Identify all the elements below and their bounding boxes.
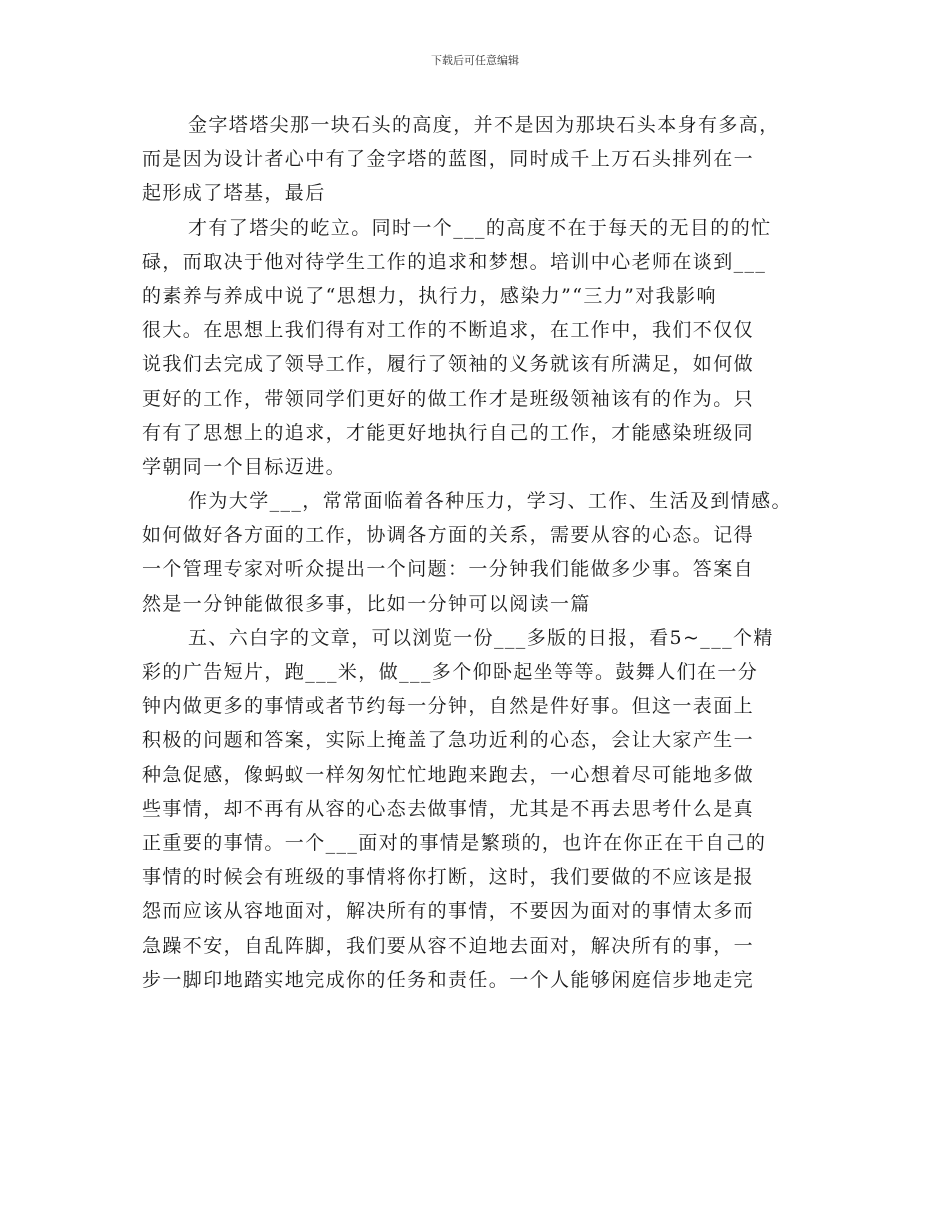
text-line: 些事情，却不再有从容的心态去做事情，尤其是不再去思考什么是真 xyxy=(142,797,755,820)
text-line: 急躁不安，自乱阵脚，我们要从容不迫地去面对，解决所有的事，一 xyxy=(142,934,755,957)
page-header-note: 下载后可任意编辑 xyxy=(431,54,519,67)
text-line: 金字塔塔尖那一块石头的高度，并不是因为那块石头本身有多高， xyxy=(188,114,780,136)
text-line: 碌，而取决于他对待学生工作的追求和梦想。培训中心老师在谈到___ xyxy=(142,250,767,273)
text-line: 步一脚印地踏实地完成你的任务和责任。一个人能够闲庭信步地走完 xyxy=(142,968,755,991)
article-body xyxy=(142,108,814,997)
text-line: 事情的时候会有班级的事情将你打断，这时，我们要做的不应该是报 xyxy=(142,866,755,889)
text-line: 积极的问题和答案，实际上掩盖了急功近利的心态，会让大家产生一 xyxy=(142,729,755,752)
text-line: 有有了思想上的追求，才能更好地执行自己的工作，才能感染班级同 xyxy=(142,421,755,444)
text-line: 才有了塔尖的屹立。同时一个___的高度不在于每天的无目的的忙 xyxy=(188,216,772,239)
text-line: 如何做好各方面的工作，协调各方面的关系，需要从容的心态。记得 xyxy=(142,524,755,547)
text-line: 种急促感，像蚂蚁一样匆匆忙忙地跑来跑去，一心想着尽可能地多做 xyxy=(142,763,755,786)
text-line: 很大。在思想上我们得有对工作的不断追求，在工作中，我们不仅仅 xyxy=(142,319,755,342)
text-line: 一个管理专家对听众提出一个问题：一分钟我们能做多少事。答案自 xyxy=(142,558,755,581)
text-line: 而是因为设计者心中有了金字塔的蓝图，同时成千上万石头排列在一 xyxy=(142,148,755,171)
text-line: 说我们去完成了领导工作，履行了领袖的义务就该有所满足，如何做 xyxy=(142,353,755,376)
text-line: 彩的广告短片，跑___米，做___多个仰卧起坐等等。鼓舞人们在一分 xyxy=(142,661,759,683)
text-line: 然是一分钟能做很多事，比如一分钟可以阅读一篇 xyxy=(142,592,591,615)
text-line: 作为大学___，常常面临着各种压力，学习、工作、生活及到情感。 xyxy=(188,490,792,513)
text-line: 的素养与养成中说了“思想力，执行力，感染力”“三力”对我影响 xyxy=(142,284,717,307)
text-line: 更好的工作，带领同学们更好的做工作才是班级领袖该有的作为。只 xyxy=(142,387,755,410)
text-line: 怨而应该从容地面对，解决所有的事情，不要因为面对的事情太多而 xyxy=(142,900,755,923)
text-line: 五、六白字的文章，可以浏览一份___多版的日报，看5~___个精 xyxy=(188,626,774,649)
text-line: 正重要的事情。一个___面对的事情是繁琐的，也许在你正在干自己的 xyxy=(142,831,767,854)
text-line: 学朝同一个目标迈进。 xyxy=(142,455,347,478)
text-line: 起形成了塔基，最后 xyxy=(142,182,326,205)
text-line: 钟内做更多的事情或者节约每一分钟，自然是件好事。但这一表面上 xyxy=(142,695,755,718)
